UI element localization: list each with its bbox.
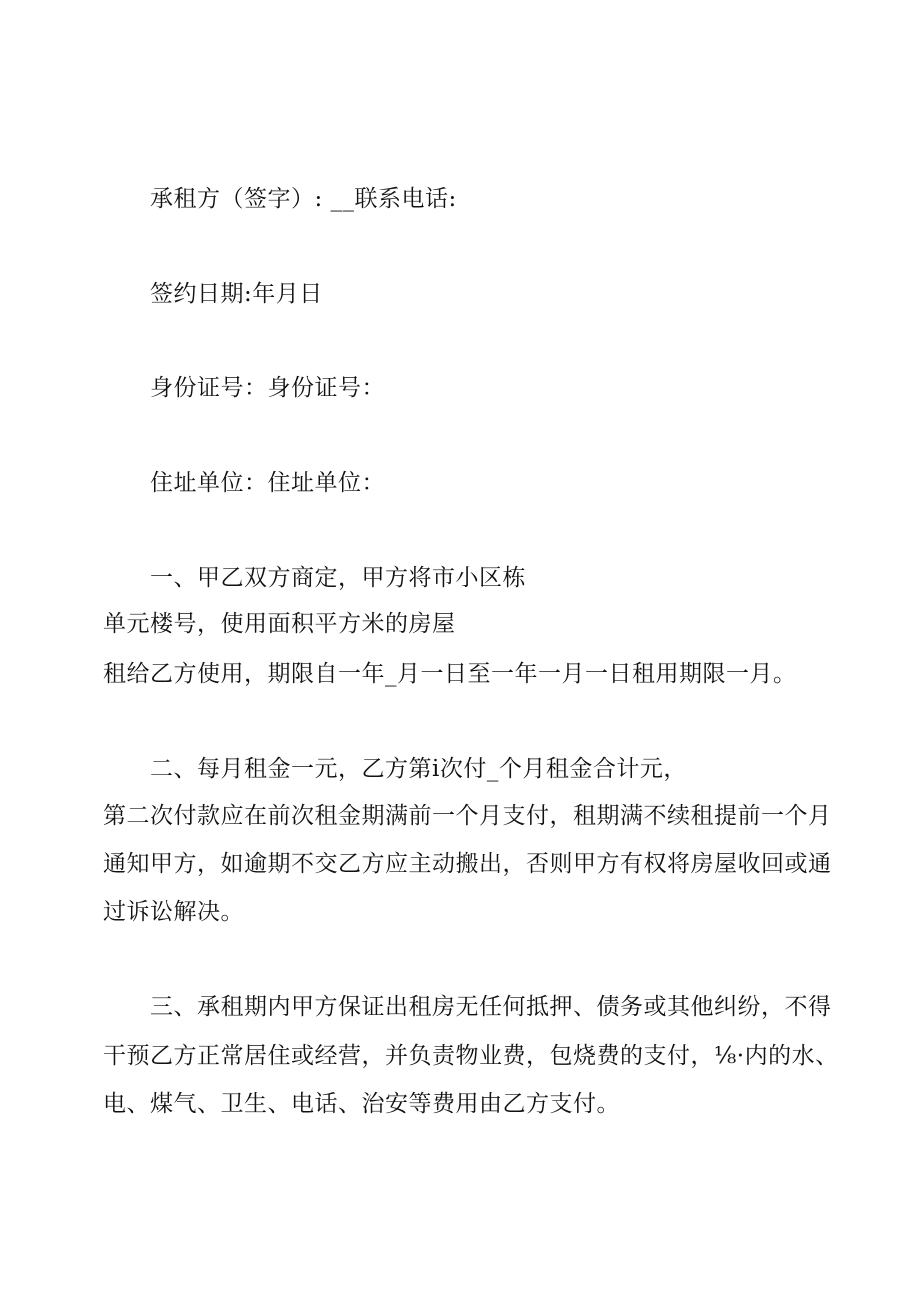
clause-1-line-1: 一、甲乙双方商定，甲方将市小区栋 [150, 565, 526, 591]
clause-2-line-3: 通知甲方，如逾期不交乙方应主动搬出，否则甲方有权将房屋收回或通 [103, 851, 832, 877]
clause-2-line-1: 二、每月租金一元，乙方第i次付_个月租金合计元， [150, 756, 687, 782]
id-number-line: 身份证号：身份证号： [150, 375, 385, 401]
address-unit-line: 住址单位：住址单位： [150, 470, 385, 496]
tenant-signature-line: 承租方（签字）: __联系电话: [150, 186, 457, 212]
clause-3-line-1: 三、承租期内甲方保证出租房无任何抵押、债务或其他纠纷，不得 [150, 994, 832, 1020]
clause-2-line-2: 第二次付款应在前次租金期满前一个月支付，租期满不续租提前一个月 [103, 803, 832, 829]
signing-date-line: 签约日期:年月日 [150, 281, 323, 307]
clause-2-line-4: 过诉讼解决。 [103, 899, 244, 925]
clause-1-line-3: 租给乙方使用，期限自一年_月一日至一年一月一日租用期限一月。 [103, 661, 797, 687]
clause-3-line-2: 干预乙方正常居住或经营，并负责物业费，包烧费的支付，⅛·内的水、 [103, 1043, 839, 1069]
clause-3-line-3: 电、煤气、卫生、电话、治安等费用由乙方支付。 [103, 1091, 620, 1117]
clause-1-line-2: 单元楼号，使用面积平方米的房屋 [103, 611, 456, 637]
